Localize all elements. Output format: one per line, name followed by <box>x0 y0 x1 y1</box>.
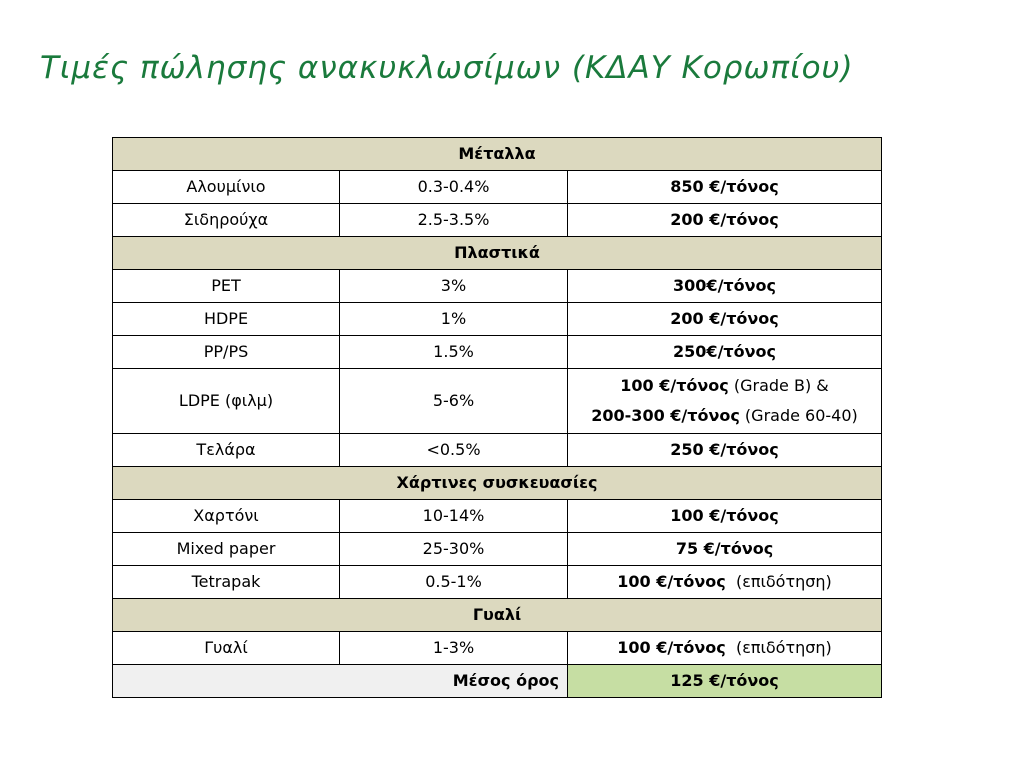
material-name: PP/PS <box>113 336 340 369</box>
material-name: Mixed paper <box>113 533 340 566</box>
material-name: Σιδηρούχα <box>113 204 340 237</box>
material-price <box>568 204 882 237</box>
price-line <box>572 401 877 431</box>
material-name: Tetrapak <box>113 566 340 599</box>
material-price <box>568 533 882 566</box>
material-share: 5-6% <box>340 369 568 434</box>
material-share: 3% <box>340 270 568 303</box>
material-name: Γυαλί <box>113 632 340 665</box>
slide-title: Τιμές πώλησης ανακυκλωσίμων (ΚΔΑΥ Κορωπίου) <box>40 50 854 86</box>
price-value: 250 €/τόνος <box>670 440 779 459</box>
material-share: 25-30% <box>340 533 568 566</box>
material-price <box>568 369 882 434</box>
price-value: 850 €/τόνος <box>670 177 779 196</box>
material-price <box>568 500 882 533</box>
summary-row <box>113 665 882 698</box>
section-header-row <box>113 138 882 171</box>
section-heading: Πλαστικά <box>113 237 882 270</box>
table-row <box>113 303 882 336</box>
material-name: PET <box>113 270 340 303</box>
material-name: HDPE <box>113 303 340 336</box>
material-price <box>568 171 882 204</box>
price-value: 300€/τόνος <box>673 276 776 295</box>
material-name: LDPE (φιλμ) <box>113 369 340 434</box>
material-price <box>568 336 882 369</box>
price-note: (Grade B) & <box>733 376 829 395</box>
price-value: 200-300 €/τόνος <box>591 406 740 425</box>
material-price <box>568 632 882 665</box>
material-name: Αλουμίνιο <box>113 171 340 204</box>
price-value: 100 €/τόνος <box>617 638 726 657</box>
section-header-row <box>113 467 882 500</box>
price-line <box>572 371 877 401</box>
table-row <box>113 369 882 434</box>
table-row <box>113 204 882 237</box>
price-value: 200 €/τόνος <box>670 309 779 328</box>
price-value: 200 €/τόνος <box>670 210 779 229</box>
table-row <box>113 533 882 566</box>
price-value: 100 €/τόνος <box>670 506 779 525</box>
material-name: Τελάρα <box>113 434 340 467</box>
section-heading: Χάρτινες συσκευασίες <box>113 467 882 500</box>
section-header-row <box>113 599 882 632</box>
price-table <box>112 137 882 698</box>
price-value: 75 €/τόνος <box>675 539 774 558</box>
table-row <box>113 171 882 204</box>
material-price <box>568 270 882 303</box>
price-note: (επιδότηση) <box>735 572 832 591</box>
price-value: 250€/τόνος <box>673 342 776 361</box>
material-share: 1.5% <box>340 336 568 369</box>
table-row <box>113 566 882 599</box>
material-share: 1% <box>340 303 568 336</box>
material-price <box>568 566 882 599</box>
material-share: 2.5-3.5% <box>340 204 568 237</box>
section-header-row <box>113 237 882 270</box>
table-row <box>113 632 882 665</box>
average-value: 125 €/τόνος <box>568 665 882 698</box>
material-share: 1-3% <box>340 632 568 665</box>
table-row <box>113 270 882 303</box>
section-heading: Γυαλί <box>113 599 882 632</box>
section-heading: Μέταλλα <box>113 138 882 171</box>
table-row <box>113 336 882 369</box>
price-note: (επιδότηση) <box>735 638 832 657</box>
average-label: Μέσος όρος <box>113 665 568 698</box>
material-name: Χαρτόνι <box>113 500 340 533</box>
price-value: 100 €/τόνος <box>617 572 726 591</box>
table-row <box>113 434 882 467</box>
price-value: 100 €/τόνος <box>620 376 729 395</box>
table-row <box>113 500 882 533</box>
material-share: 0.3-0.4% <box>340 171 568 204</box>
price-note: (Grade 60-40) <box>744 406 858 425</box>
material-price <box>568 303 882 336</box>
material-share: <0.5% <box>340 434 568 467</box>
material-price <box>568 434 882 467</box>
material-share: 10-14% <box>340 500 568 533</box>
material-share: 0.5-1% <box>340 566 568 599</box>
